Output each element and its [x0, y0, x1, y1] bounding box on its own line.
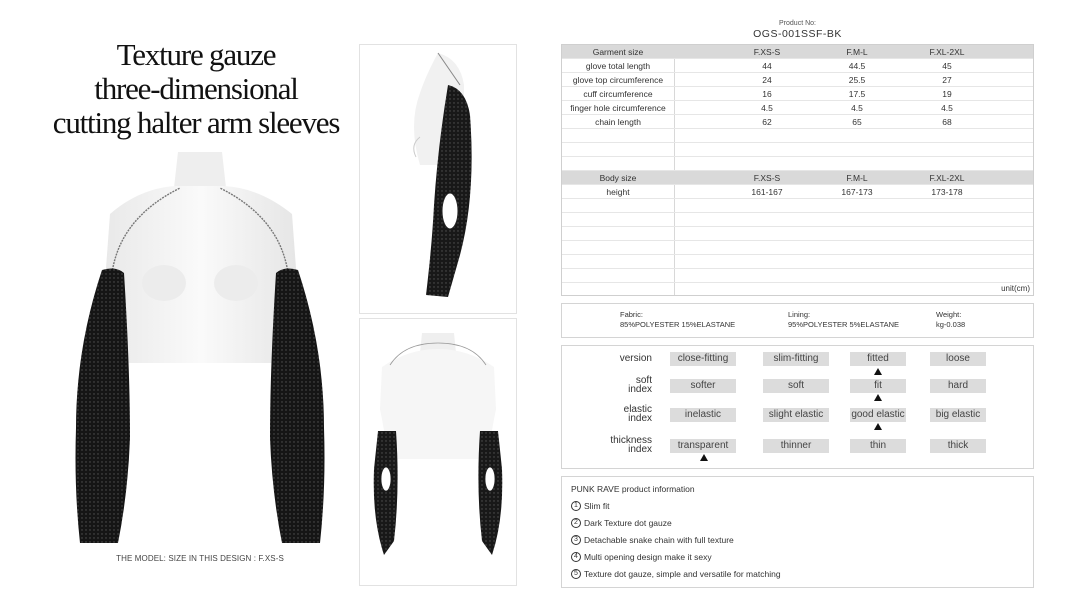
empty-row — [562, 241, 1033, 255]
selected-pointer-icon — [700, 454, 708, 461]
product-info-title: PUNK RAVE product information — [571, 484, 695, 494]
index-option: slight elastic — [763, 408, 829, 422]
version-index-row — [562, 352, 1033, 378]
table-row — [562, 59, 1033, 73]
product-number: OGS-001SSF-BK — [753, 28, 842, 40]
table-header-cell: Garment size — [592, 47, 644, 57]
table-cell: 167-173 — [841, 187, 873, 197]
index-option: slim-fitting — [763, 352, 829, 366]
weight-value: kg-0.038 — [936, 320, 966, 329]
weight-info — [936, 310, 965, 330]
body-size-header-row — [562, 171, 1033, 185]
table-cell: 68 — [942, 117, 952, 127]
table-cell: finger hole circumference — [570, 103, 666, 113]
empty-row — [562, 269, 1033, 283]
index-label: thickness — [610, 435, 652, 446]
list-item — [571, 568, 781, 579]
list-item-text: Texture dot gauze, simple and versatile for matching — [584, 568, 781, 579]
empty-row — [562, 213, 1033, 227]
table-header-cell: F.XL-2XL — [929, 47, 965, 57]
table-cell: height — [606, 187, 630, 197]
unit-label: unit(cm) — [1001, 284, 1030, 293]
table-cell: 44.5 — [848, 61, 866, 71]
model-size-caption: THE MODEL: SIZE IN THIS DESIGN : F.XS-S — [116, 554, 284, 563]
weight-label: Weight: — [936, 310, 962, 319]
index-option: softer — [670, 379, 736, 393]
table-cell: 45 — [942, 61, 952, 71]
table-cell: 17.5 — [848, 89, 866, 99]
table-cell: glove top circumference — [572, 75, 664, 85]
selected-pointer-icon — [874, 423, 882, 430]
lining-info — [788, 310, 899, 330]
index-option: big elastic — [930, 408, 986, 422]
table-cell: 4.5 — [761, 103, 773, 113]
fabric-label: Fabric: — [620, 310, 643, 319]
index-option: fitted — [850, 352, 906, 366]
circled-number-icon: 3 — [571, 535, 581, 545]
back-left-sleeve — [374, 431, 398, 555]
index-option: hard — [930, 379, 986, 393]
list-item-text: Dark Texture dot gauze — [584, 517, 672, 528]
table-cell: 44 — [762, 61, 772, 71]
list-item-text: Slim fit — [584, 500, 610, 511]
empty-row — [562, 199, 1033, 213]
circled-number-icon: 4 — [571, 552, 581, 562]
size-chart-table — [561, 44, 1034, 296]
garment-size-header-row — [562, 45, 1033, 59]
index-option: thin — [850, 439, 906, 453]
table-cell: 4.5 — [941, 103, 953, 113]
index-label: version — [619, 353, 652, 364]
index-label: index — [628, 444, 652, 455]
table-header-cell: F.XL-2XL — [929, 173, 965, 183]
table-header-cell: F.XS-S — [753, 173, 781, 183]
table-header-cell: F.M-L — [846, 173, 868, 183]
index-option: inelastic — [670, 408, 736, 422]
circled-number-icon: 2 — [571, 518, 581, 528]
soft-index-row — [562, 375, 1033, 405]
list-item — [571, 517, 672, 528]
index-option: good elastic — [851, 409, 905, 420]
table-cell: chain length — [595, 117, 641, 127]
fabric-info — [620, 310, 735, 330]
elastic-index-row — [562, 404, 1033, 434]
table-cell: 24 — [762, 75, 772, 85]
index-label: index — [628, 384, 652, 395]
back-right-sleeve — [478, 431, 502, 555]
empty-row — [562, 157, 1033, 171]
table-header-cell: F.M-L — [846, 47, 868, 57]
index-option: transparent — [670, 439, 736, 453]
index-label: index — [628, 413, 652, 424]
selected-pointer-icon — [874, 394, 882, 401]
index-option: thick — [930, 439, 986, 453]
table-header-cell: F.XS-S — [753, 47, 781, 57]
table-header-cell: Body size — [599, 173, 637, 183]
empty-row — [562, 129, 1033, 143]
index-option: thinner — [763, 439, 829, 453]
table-cell: 27 — [942, 75, 952, 85]
list-item — [571, 500, 610, 511]
list-item-text: Detachable snake chain with full texture — [584, 534, 734, 545]
empty-row — [562, 227, 1033, 241]
lining-label: Lining: — [788, 310, 811, 319]
title-line-2: three-dimensional — [94, 71, 298, 106]
table-cell: 161-167 — [751, 187, 783, 197]
back-view-photo — [359, 318, 517, 586]
table-row — [562, 185, 1033, 199]
table-cell: 173-178 — [931, 187, 963, 197]
table-cell: 62 — [762, 117, 772, 127]
index-label: elastic — [623, 404, 652, 415]
product-title — [40, 38, 352, 140]
product-number-label: Product No: — [779, 20, 816, 27]
list-item — [571, 534, 734, 545]
product-info-box — [561, 476, 1034, 588]
list-item — [571, 551, 712, 562]
material-info-box — [561, 303, 1034, 338]
main-product-image — [60, 148, 340, 558]
index-option: loose — [930, 352, 986, 366]
table-cell: 65 — [852, 117, 862, 127]
empty-row — [562, 255, 1033, 269]
left-sleeve — [76, 269, 131, 543]
thickness-index-row — [562, 435, 1033, 465]
mannequin-neck — [174, 152, 226, 188]
empty-row — [562, 143, 1033, 157]
right-sleeve — [270, 269, 325, 543]
index-option: close-fitting — [670, 352, 736, 366]
mannequin-torso — [106, 186, 296, 363]
index-option: soft — [763, 379, 829, 393]
selected-pointer-icon — [874, 368, 882, 375]
title-line-3: cutting halter arm sleeves — [52, 105, 340, 140]
table-cell: cuff circumference — [583, 89, 653, 99]
table-row — [562, 101, 1033, 115]
table-cell: 4.5 — [851, 103, 863, 113]
side-view-photo — [359, 44, 517, 314]
lining-value: 95%POLYESTER 5%ELASTANE — [788, 320, 900, 329]
table-row — [562, 115, 1033, 129]
circled-number-icon: 1 — [571, 501, 581, 511]
table-cell: glove total length — [585, 61, 651, 71]
index-label: soft — [635, 375, 652, 386]
list-item-text: Multi opening design make it sexy — [584, 551, 712, 562]
title-line-1: Texture gauze — [116, 37, 276, 72]
table-row — [562, 87, 1033, 101]
circled-number-icon: 5 — [571, 569, 581, 579]
table-cell: 25.5 — [848, 75, 866, 85]
index-option: fit — [850, 379, 906, 393]
table-row — [562, 73, 1033, 87]
table-cell: 19 — [942, 89, 952, 99]
fit-index-box — [561, 345, 1034, 469]
table-cell: 16 — [762, 89, 772, 99]
fabric-value: 85%POLYESTER 15%ELASTANE — [620, 320, 736, 329]
